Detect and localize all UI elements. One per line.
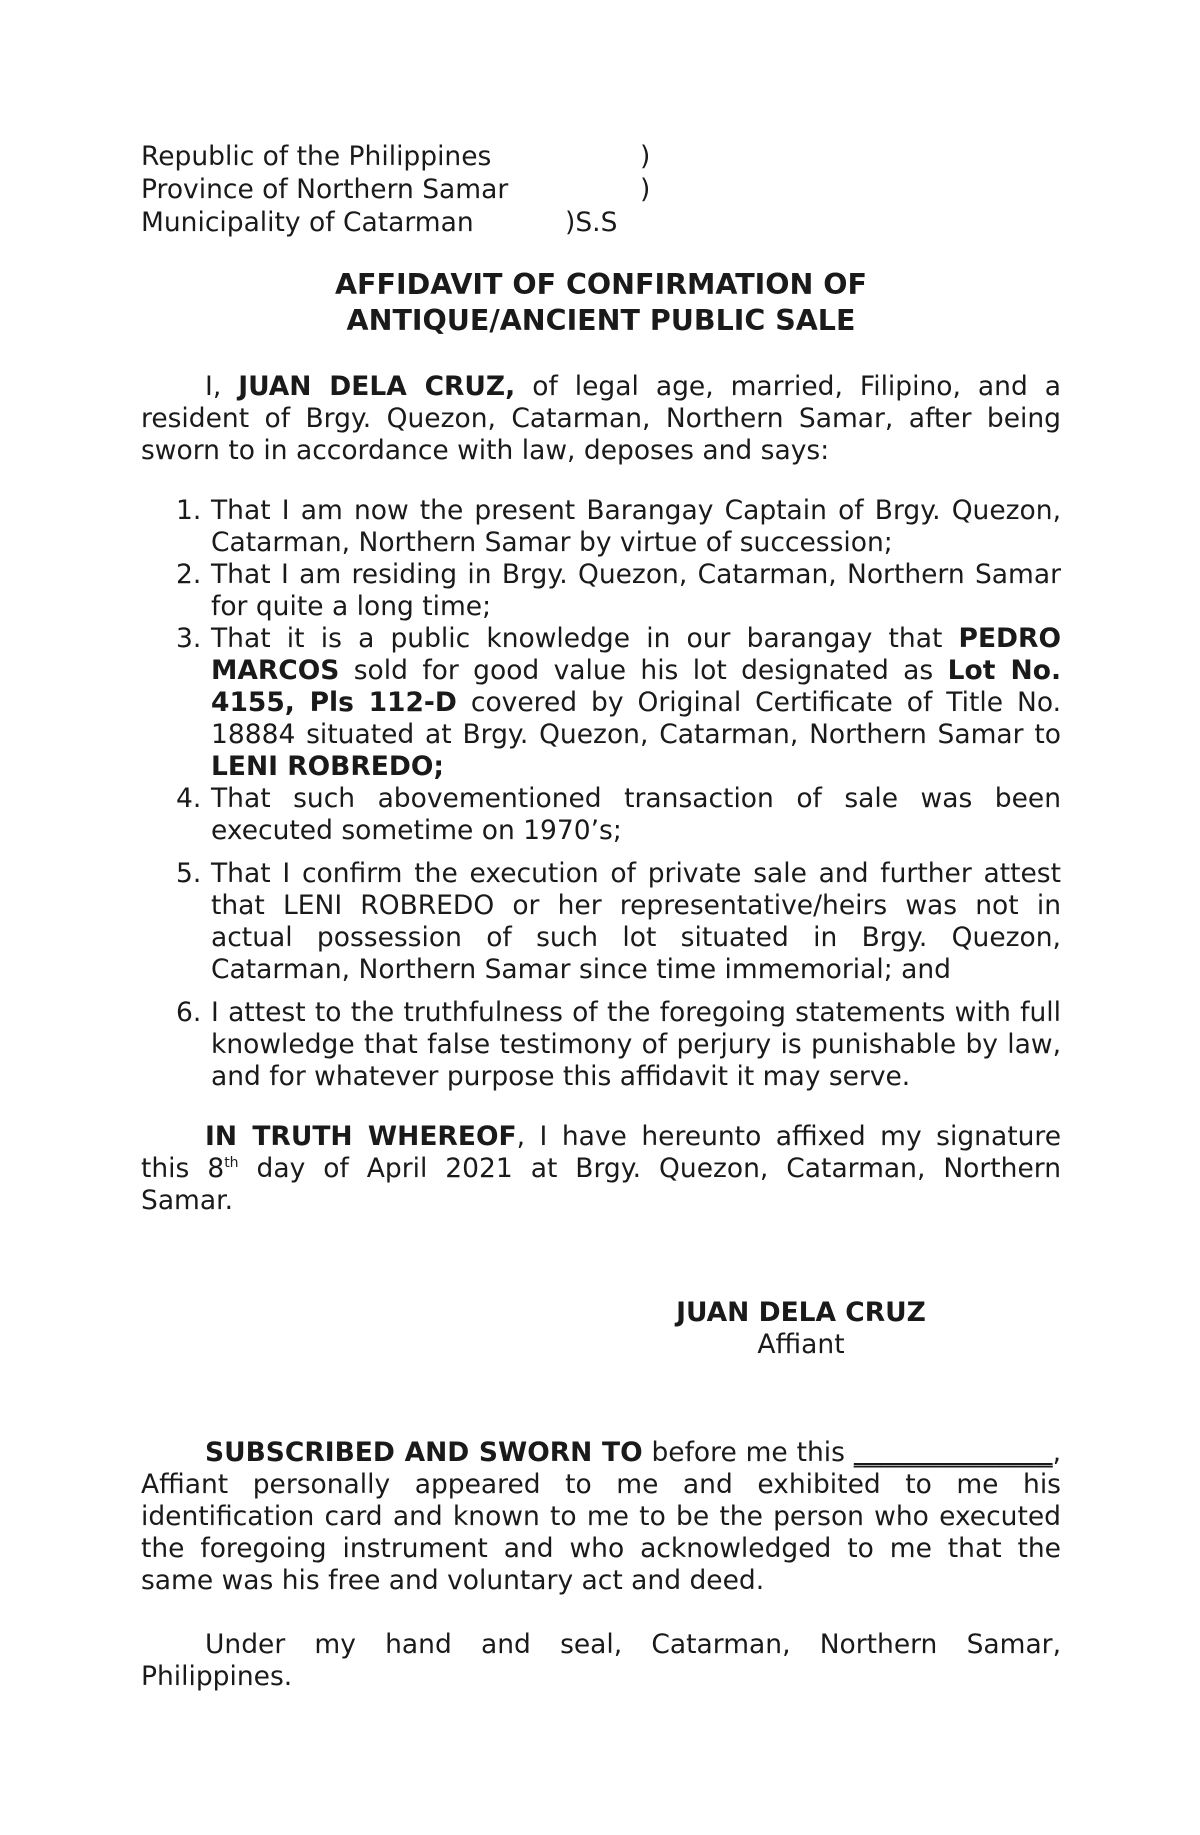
subscribed-paragraph (141, 1437, 1061, 1597)
venue-line-country (141, 140, 1061, 173)
item-text: That I am residing in Brgy. Quezon, Catarman, Northern Samar for quite a long time; (211, 559, 1061, 622)
signatory-name: JUAN DELA CRUZ (676, 1297, 926, 1328)
venue-paren: ) (640, 174, 651, 205)
item-number: 3. (176, 623, 202, 654)
truth-text: day of April 2021 at Brgy. Quezon, Catarman, Northern Samar. (141, 1153, 1061, 1216)
venue-place: Republic of the Philippines (141, 141, 492, 172)
statement-item (141, 623, 1061, 783)
subscribed-text: before me this (642, 1437, 854, 1468)
truth-whereof-heading: IN TRUTH WHEREOF (205, 1121, 517, 1152)
date-blank-line: _______________ (853, 1437, 1053, 1468)
subscribed-text: , Affiant personally appeared to me and exhibited to me his identification card and known to me to be the person who executed the foregoing instrument and who acknowledged to me that the same was his free and voluntary act and deed. (141, 1437, 1061, 1596)
statement-item (141, 997, 1061, 1093)
affiant-name-inline: JUAN DELA CRUZ, (238, 371, 516, 402)
truth-whereof-paragraph (141, 1121, 1061, 1217)
seller-name: PEDRO MARCOS (211, 623, 1061, 686)
signature-block (661, 1297, 941, 1361)
item-number: 2. (176, 559, 202, 590)
venue-place: Province of Northern Samar (141, 174, 509, 205)
document-title (141, 267, 1061, 339)
closing-paragraph: Under my hand and seal, Catarman, Northern Samar, Philippines. (141, 1629, 1061, 1692)
item-number: 6. (176, 997, 202, 1028)
item-text: That I am now the present Barangay Captain of Brgy. Quezon, Catarman, Northern Samar by virtue of succession; (211, 495, 1061, 558)
venue-line-province (141, 173, 1061, 206)
signatory-role: Affiant (757, 1329, 845, 1360)
venue-line-municipality (141, 206, 1061, 239)
statement-list (141, 495, 1061, 1093)
item-number: 1. (176, 495, 202, 526)
item-number: 5. (176, 858, 202, 889)
item-number: 4. (176, 783, 202, 814)
intro-paragraph (141, 371, 1061, 467)
truth-text: , I have hereunto affixed my signature this 8 (141, 1121, 1061, 1184)
item-text: That such abovementioned transaction of sale was been executed sometime on 1970’s; (211, 783, 1061, 846)
item-text: sold for good value his lot designated as (339, 655, 948, 686)
item-text: I attest to the truthfulness of the foregoing statements with full knowledge that false testimony of perjury is punishable by law, and for whatever purpose this affidavit it may serve. (211, 997, 1061, 1092)
ordinal-suffix: th (224, 1155, 239, 1172)
venue-paren: ) (640, 141, 651, 172)
item-text: That it is a public knowledge in our barangay that (211, 623, 959, 654)
intro-text: of legal age, married, Filipino, and a resident of Brgy. Quezon, Catarman, Northern Samar, after being sworn to in accordance with law, deposes and says: (141, 371, 1061, 466)
item-text: That I confirm the execution of private sale and further attest that LENI ROBREDO or her representative/heirs was not in actual possession of such lot situated in Brgy. Quezon, Catarman, Northern Samar since time immemorial; and (211, 858, 1061, 985)
buyer-name: LENI ROBREDO; (211, 751, 445, 782)
intro-prefix: I, (205, 371, 239, 402)
subscribed-heading: SUBSCRIBED AND SWORN TO (205, 1437, 643, 1468)
lot-number: Lot No. 4155, Pls 112-D (211, 655, 1062, 718)
title-line-2: ANTIQUE/ANCIENT PUBLIC SALE (346, 304, 856, 337)
item-text: covered by Original Certificate of Title No. 18884 situated at Brgy. Quezon, Catarman, Northern Samar to (211, 687, 1061, 750)
statement-item (141, 559, 1061, 623)
venue-block (141, 140, 1061, 239)
venue-paren-ss: )S.S (565, 207, 618, 238)
statement-item (141, 858, 1061, 986)
statement-item (141, 783, 1061, 847)
title-line-1: AFFIDAVIT OF CONFIRMATION OF (335, 268, 867, 301)
venue-place: Municipality of Catarman (141, 207, 474, 238)
affidavit-document (141, 140, 1061, 1693)
statement-item (141, 495, 1061, 559)
